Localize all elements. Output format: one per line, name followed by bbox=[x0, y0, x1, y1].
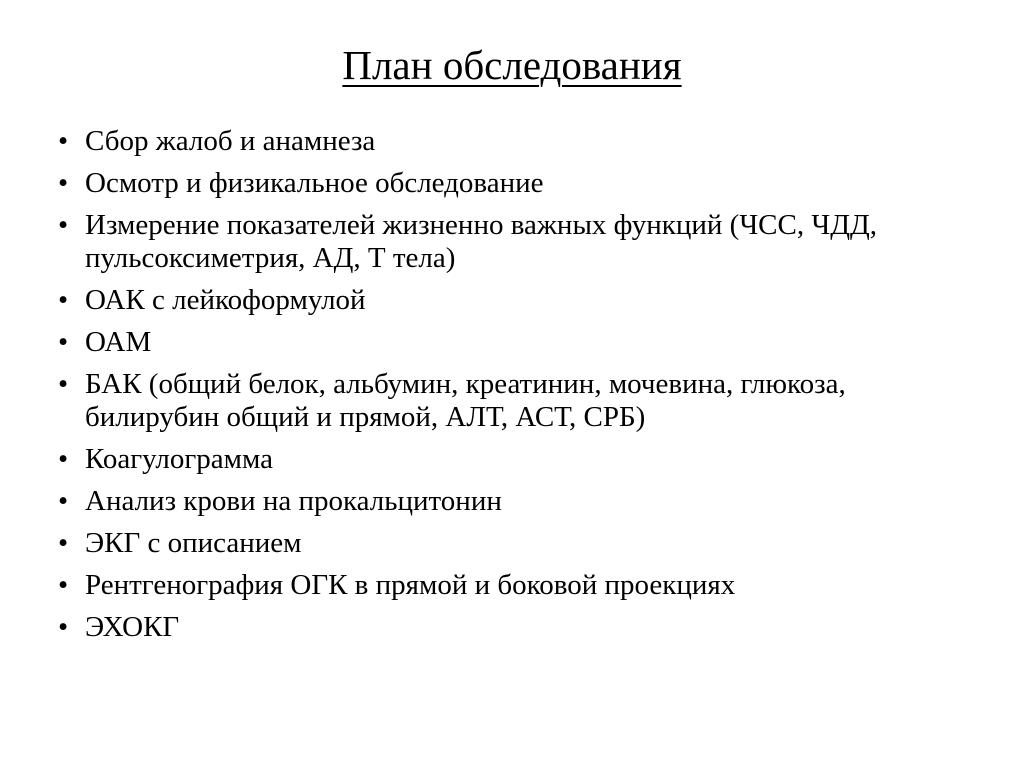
examination-plan-list bbox=[0, 125, 1024, 644]
bullet-icon: • bbox=[58, 368, 69, 401]
list-item-text: Осмотр и физикальное обследование bbox=[85, 167, 544, 200]
bullet-icon: • bbox=[58, 443, 69, 476]
list-item bbox=[58, 569, 1024, 602]
list-item bbox=[58, 284, 1024, 317]
list-item bbox=[58, 368, 1024, 434]
list-item-text: Сбор жалоб и анамнеза bbox=[85, 125, 376, 158]
list-item-text: ОАК с лейкоформулой bbox=[85, 284, 366, 317]
list-item-text: Рентгенография ОГК в прямой и боковой проекциях bbox=[85, 569, 736, 602]
bullet-icon: • bbox=[58, 125, 69, 158]
list-item-text: Коагулограмма bbox=[85, 443, 274, 476]
list-item-text: ЭКГ с описанием bbox=[85, 527, 302, 560]
list-item-text: Анализ крови на прокальцитонин bbox=[85, 485, 502, 518]
list-item bbox=[58, 485, 1024, 518]
bullet-icon: • bbox=[58, 209, 69, 242]
page-title bbox=[0, 42, 1024, 89]
bullet-icon: • bbox=[58, 326, 69, 359]
bullet-icon: • bbox=[58, 167, 69, 200]
list-item bbox=[58, 167, 1024, 200]
list-item bbox=[58, 209, 1024, 275]
page-title-text: План обследования bbox=[342, 42, 682, 88]
bullet-icon: • bbox=[58, 569, 69, 602]
list-item bbox=[58, 527, 1024, 560]
list-item-text: ЭХОКГ bbox=[85, 611, 180, 644]
list-item bbox=[58, 443, 1024, 476]
bullet-icon: • bbox=[58, 485, 69, 518]
bullet-icon: • bbox=[58, 611, 69, 644]
list-item bbox=[58, 125, 1024, 158]
list-item bbox=[58, 326, 1024, 359]
list-item-text: БАК (общий белок, альбумин, креатинин, мочевина, глюкоза, билирубин общий и прямой, АЛТ, АСТ, СРБ) bbox=[85, 368, 846, 434]
list-item bbox=[58, 611, 1024, 644]
list-item-text: Измерение показателей жизненно важных функций (ЧСС, ЧДД, пульсоксиметрия, АД, Т тела) bbox=[85, 209, 878, 275]
bullet-icon: • bbox=[58, 284, 69, 317]
list-item-text: ОАМ bbox=[85, 326, 152, 359]
bullet-icon: • bbox=[58, 527, 69, 560]
